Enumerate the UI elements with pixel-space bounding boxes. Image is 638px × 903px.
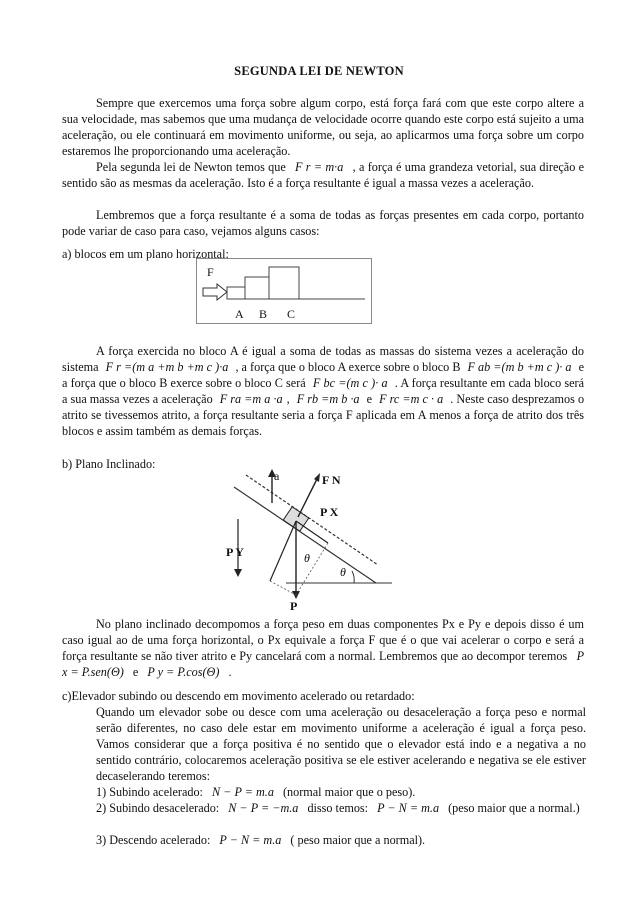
- section-a-heading: a) blocos em um plano horizontal:: [62, 247, 229, 261]
- section-a-text-3: e a força que o bloco B exerce sobre o bloco C será: [62, 360, 584, 390]
- item-3-label: 3) Descendo acelerado:: [96, 833, 211, 847]
- item-2-formula-a: N − P = −m.a: [228, 801, 299, 815]
- item-2-formula-b: P − N = m.a: [377, 801, 440, 815]
- item-3-note: ( peso maior que a normal).: [290, 833, 426, 847]
- elevator-item-1: [96, 784, 415, 800]
- section-a-text-2: , a força que o bloco A exerce sobre o bloco B: [235, 360, 461, 374]
- inclined-plane-figure: [226, 465, 396, 615]
- label-theta-inner: θ: [304, 551, 310, 565]
- intro-p2-text-a: Pela segunda lei de Newton temos que: [96, 160, 286, 174]
- formula-py: P y = P.cos(Θ): [147, 665, 220, 679]
- label-py: P Y: [226, 545, 244, 559]
- page-title: SEGUNDA LEI DE NEWTON: [234, 64, 404, 78]
- formula-fab: F ab =(m b +m c )· a: [467, 360, 572, 374]
- intro-paragraph-2: [62, 159, 584, 191]
- label-acceleration: a: [274, 469, 280, 483]
- inclined-plane-diagram: [226, 465, 396, 615]
- section-b-text-3: .: [228, 665, 232, 679]
- force-label: F: [207, 265, 214, 279]
- block-b: [245, 277, 269, 299]
- intro-paragraph-3: Lembremos que a força resultante é a soma de todas as forças presentes em cada corpo, portanto pode variar de caso para caso, vejamos alguns casos:: [62, 208, 584, 238]
- block-a: [227, 287, 245, 299]
- section-b-text-2: e: [132, 665, 139, 679]
- label-normal-force: F N: [322, 473, 341, 487]
- block-label-b: B: [259, 307, 268, 321]
- section-c-heading: c)Elevador subindo ou descendo em movimento acelerado ou retardado:: [62, 689, 415, 703]
- section-c-paragraph: Quando um elevador sobe ou desce com uma aceleração ou desaceleração a força peso e normal serão diferentes, no caso dele estar em movimento uniforme a aceleração é igual a força peso. Vamos considerar que a força positiva é no sentido que o elevador está indo e a negativa a no sentido contrário, colocaremos aceleração positiva se ele estiver acelerando e negativa se ele estiver decaselerando teremos:: [96, 705, 586, 783]
- label-theta-base: θ: [340, 565, 346, 579]
- block-label-c: C: [287, 307, 296, 321]
- intro-p2-text-b: , a força é uma grandeza vetorial, sua direção e sentido são as mesmas da aceleração. Isto é a força resultante é igual a massa vezes a aceleração.: [62, 160, 585, 190]
- section-a-text-1: A força exercida no bloco A é igual a soma de todas as massas do sistema vezes a aceleração do sistema: [62, 344, 584, 374]
- label-weight: P: [290, 599, 298, 613]
- intro-paragraph-1: Sempre que exercemos uma força sobre algum corpo, está força fará com que este corpo altere a sua velocidade, mas sabemos que uma mudança de velocidade ocorre quando este corpo está sujeito a uma aceleração, ou ele continuará em movimento uniforme, ou seja, ao aplicarmos uma força sobre um corpo estaremos lhe proporcionando uma aceleração.: [62, 96, 584, 158]
- force-arrow-icon: [203, 284, 227, 300]
- section-a-text-6: . Neste caso desprezamos o atrito se tivessemos atrito, a força resultante seria a força F aplicada em A menos a força de atrito dos três blocos e assim também as demais forças.: [62, 392, 585, 438]
- section-a-text-5: e: [366, 392, 373, 406]
- item-2-note: (peso maior que a normal.): [448, 801, 580, 815]
- label-px: P X: [320, 505, 339, 519]
- section-a-paragraph: A força exercida no bloco A é igual a soma de todas as massas do sistema vezes a aceleração do sistema F r =(m a +m b +m c )·a , a força que o bloco A exerce sobre o bloco B F ab =(m b +m c )· a e a força que o bloco B exerce sobre o bloco C será F bc =(m c )· a . A força resultante em cada bloco será a sua massa vezes a aceleração F ra =m a ·a , F rb =m b ·a e F rc =m c · a . Neste caso desprezamos o atrito se tivessemos atrito, a força resultante seria a força F aplicada em A menos a força de atrito dos três blocos e assim também as demais forças.: [62, 344, 585, 438]
- item-2-mid: disso temos:: [307, 801, 369, 815]
- item-1-note: (normal maior que o peso).: [282, 785, 416, 799]
- elevator-item-2: [96, 800, 586, 816]
- section-b-heading: b) Plano Inclinado:: [62, 457, 156, 471]
- normal-arrow-icon: [314, 473, 320, 482]
- section-a-text-4: . A força resultante em cada bloco será a sua massa vezes a aceleração: [62, 376, 584, 406]
- elevator-item-3: [96, 832, 425, 848]
- formula-frc: F rc =m c · a: [379, 392, 444, 406]
- section-b-paragraph: [62, 616, 584, 680]
- block-label-a: A: [235, 307, 244, 321]
- formula-frb: F rb =m b ·a: [296, 392, 360, 406]
- block-c: [269, 267, 299, 299]
- formula-px: P x = P.sen(Θ): [62, 649, 585, 679]
- formula-fbc: F bc =(m c )· a: [312, 376, 388, 390]
- newton-formula: F r = m·a: [295, 160, 344, 174]
- item-2-label: 2) Subindo desacelerado:: [96, 801, 220, 815]
- blocks-figure: [196, 258, 372, 324]
- item-1-formula: N − P = m.a: [212, 785, 274, 799]
- blocks-diagram: [197, 259, 371, 323]
- section-b-text-1: No plano inclinado decompomos a força peso em duas componentes Px e Py e depois disso é um caso igual ao de uma força horizontal, o Px equivale a força F que é o que vai acelerar o corpo e será a força resultante se não tiver atrito e Py cancelará com a normal. Lembremos que ao decompor teremos: [62, 617, 584, 663]
- formula-fra: F ra =m a ·a: [219, 392, 283, 406]
- formula-fr-sum: F r =(m a +m b +m c )·a: [105, 360, 229, 374]
- item-1-label: 1) Subindo acelerado:: [96, 785, 203, 799]
- item-3-formula: P − N = m.a: [219, 833, 282, 847]
